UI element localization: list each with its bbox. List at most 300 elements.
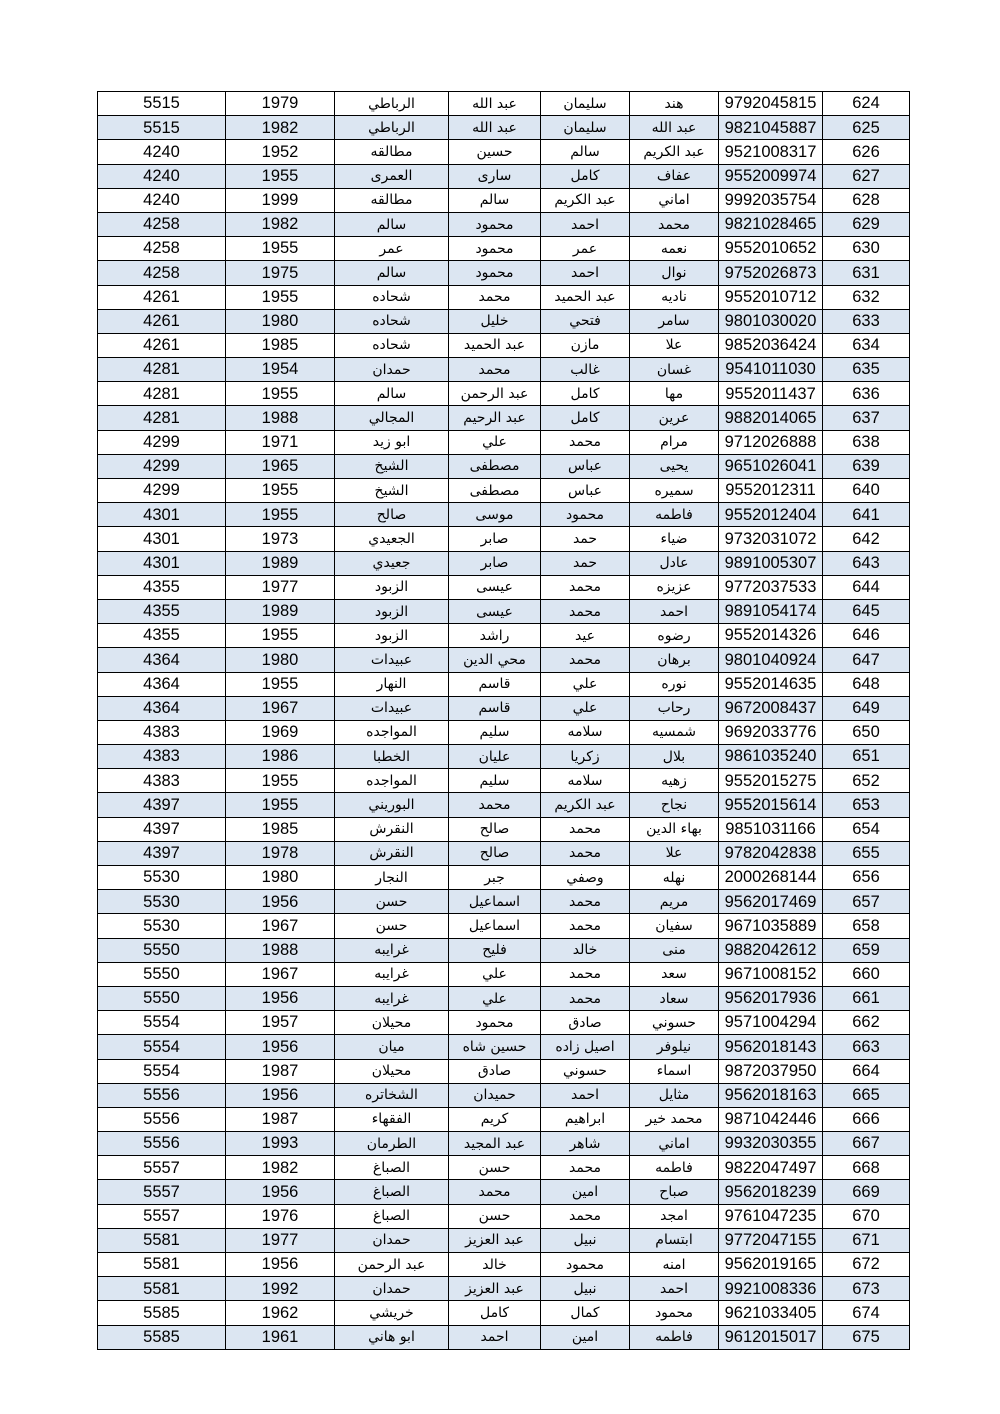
code-cell: 4383: [98, 769, 226, 793]
father-name-cell: سليمان: [541, 92, 630, 116]
serial-number-cell: 647: [823, 648, 910, 672]
serial-number-cell: 673: [823, 1277, 910, 1301]
first-name-cell: عزيزه: [630, 575, 719, 599]
grandfather-name-cell: خليل: [449, 309, 541, 333]
first-name-cell: محمد: [630, 212, 719, 236]
father-name-cell: محمد: [541, 914, 630, 938]
table-row: [98, 599, 910, 623]
code-cell: 5557: [98, 1156, 226, 1180]
birth-year-cell: 1956: [226, 1083, 335, 1107]
table-row: [98, 1132, 910, 1156]
first-name-cell: برهان: [630, 648, 719, 672]
national-id-cell: 9552012404: [719, 503, 823, 527]
code-cell: 4261: [98, 333, 226, 357]
family-name-cell: محيلان: [335, 1011, 449, 1035]
birth-year-cell: 1956: [226, 1035, 335, 1059]
family-name-cell: الزبود: [335, 599, 449, 623]
family-name-cell: ابو هاني: [335, 1325, 449, 1349]
national-id-cell: 9801040924: [719, 648, 823, 672]
first-name-cell: مريم: [630, 890, 719, 914]
code-cell: 4355: [98, 599, 226, 623]
father-name-cell: علي: [541, 696, 630, 720]
national-id-cell: 9782042838: [719, 841, 823, 865]
serial-number-cell: 664: [823, 1059, 910, 1083]
serial-number-cell: 630: [823, 237, 910, 261]
national-id-cell: 9552012311: [719, 479, 823, 503]
father-name-cell: محمد: [541, 430, 630, 454]
first-name-cell: نهله: [630, 866, 719, 890]
family-name-cell: سالم: [335, 382, 449, 406]
grandfather-name-cell: محمد: [449, 793, 541, 817]
grandfather-name-cell: صابر: [449, 527, 541, 551]
grandfather-name-cell: علي: [449, 430, 541, 454]
birth-year-cell: 1956: [226, 986, 335, 1010]
national-id-cell: 9872037950: [719, 1059, 823, 1083]
national-id-cell: 9562018239: [719, 1180, 823, 1204]
national-id-cell: 9992035754: [719, 188, 823, 212]
national-id-cell: 9521008317: [719, 140, 823, 164]
family-name-cell: المواجده: [335, 769, 449, 793]
first-name-cell: يحيى: [630, 454, 719, 478]
code-cell: 4383: [98, 720, 226, 744]
national-id-cell: 9552010712: [719, 285, 823, 309]
grandfather-name-cell: راشد: [449, 624, 541, 648]
birth-year-cell: 1956: [226, 1180, 335, 1204]
serial-number-cell: 633: [823, 309, 910, 333]
national-id-cell: 9562017936: [719, 986, 823, 1010]
code-cell: 5581: [98, 1253, 226, 1277]
family-name-cell: شحاده: [335, 309, 449, 333]
family-name-cell: سالم: [335, 212, 449, 236]
birth-year-cell: 1955: [226, 769, 335, 793]
birth-year-cell: 1985: [226, 333, 335, 357]
grandfather-name-cell: محمود: [449, 1011, 541, 1035]
serial-number-cell: 639: [823, 454, 910, 478]
grandfather-name-cell: سليم: [449, 769, 541, 793]
national-id-cell: 9792045815: [719, 92, 823, 116]
national-id-cell: 9871042446: [719, 1107, 823, 1131]
serial-number-cell: 658: [823, 914, 910, 938]
birth-year-cell: 1954: [226, 358, 335, 382]
code-cell: 4299: [98, 479, 226, 503]
national-id-cell: 9562018163: [719, 1083, 823, 1107]
table-row: [98, 1277, 910, 1301]
father-name-cell: محمد: [541, 817, 630, 841]
first-name-cell: غسان: [630, 358, 719, 382]
table-row: [98, 720, 910, 744]
national-id-cell: 9932030355: [719, 1132, 823, 1156]
serial-number-cell: 634: [823, 333, 910, 357]
family-name-cell: شحاده: [335, 333, 449, 357]
code-cell: 5557: [98, 1204, 226, 1228]
father-name-cell: شاهر: [541, 1132, 630, 1156]
table-row: [98, 672, 910, 696]
birth-year-cell: 1962: [226, 1301, 335, 1325]
father-name-cell: سالم: [541, 140, 630, 164]
family-name-cell: النقرش: [335, 817, 449, 841]
family-name-cell: غرايبه: [335, 986, 449, 1010]
national-id-cell: 9732031072: [719, 527, 823, 551]
table-row: [98, 1204, 910, 1228]
national-id-cell: 9672008437: [719, 696, 823, 720]
national-id-cell: 9552010652: [719, 237, 823, 261]
code-cell: 5530: [98, 866, 226, 890]
grandfather-name-cell: حسين: [449, 140, 541, 164]
serial-number-cell: 636: [823, 382, 910, 406]
serial-number-cell: 672: [823, 1253, 910, 1277]
birth-year-cell: 1965: [226, 454, 335, 478]
first-name-cell: شمسيه: [630, 720, 719, 744]
serial-number-cell: 668: [823, 1156, 910, 1180]
family-name-cell: الخطبا: [335, 745, 449, 769]
father-name-cell: كامل: [541, 164, 630, 188]
birth-year-cell: 1955: [226, 624, 335, 648]
serial-number-cell: 671: [823, 1228, 910, 1252]
serial-number-cell: 626: [823, 140, 910, 164]
code-cell: 4364: [98, 672, 226, 696]
family-name-cell: خريشي: [335, 1301, 449, 1325]
father-name-cell: عبد الحميد: [541, 285, 630, 309]
father-name-cell: حمد: [541, 551, 630, 575]
national-id-cell: 9621033405: [719, 1301, 823, 1325]
table-row: [98, 817, 910, 841]
serial-number-cell: 628: [823, 188, 910, 212]
father-name-cell: عباس: [541, 454, 630, 478]
father-name-cell: محمد: [541, 986, 630, 1010]
birth-year-cell: 1988: [226, 938, 335, 962]
first-name-cell: فاطمه: [630, 1156, 719, 1180]
father-name-cell: محمود: [541, 1253, 630, 1277]
first-name-cell: سميره: [630, 479, 719, 503]
grandfather-name-cell: عبد الله: [449, 92, 541, 116]
national-id-cell: 9852036424: [719, 333, 823, 357]
grandfather-name-cell: محمد: [449, 285, 541, 309]
father-name-cell: امين: [541, 1325, 630, 1349]
national-id-cell: 9651026041: [719, 454, 823, 478]
grandfather-name-cell: مصطفى: [449, 479, 541, 503]
grandfather-name-cell: قاسم: [449, 696, 541, 720]
table-row: [98, 696, 910, 720]
family-name-cell: عبيدات: [335, 696, 449, 720]
grandfather-name-cell: علي: [449, 962, 541, 986]
table-row: [98, 962, 910, 986]
table-row: [98, 1253, 910, 1277]
code-cell: 4258: [98, 212, 226, 236]
table-row: [98, 358, 910, 382]
first-name-cell: عرين: [630, 406, 719, 430]
birth-year-cell: 1993: [226, 1132, 335, 1156]
birth-year-cell: 1975: [226, 261, 335, 285]
birth-year-cell: 1955: [226, 237, 335, 261]
birth-year-cell: 1955: [226, 479, 335, 503]
serial-number-cell: 669: [823, 1180, 910, 1204]
father-name-cell: نبيل: [541, 1277, 630, 1301]
family-name-cell: النقرش: [335, 841, 449, 865]
serial-number-cell: 638: [823, 430, 910, 454]
grandfather-name-cell: خالد: [449, 1253, 541, 1277]
table-row: [98, 92, 910, 116]
grandfather-name-cell: كامل: [449, 1301, 541, 1325]
serial-number-cell: 654: [823, 817, 910, 841]
first-name-cell: بلال: [630, 745, 719, 769]
birth-year-cell: 1980: [226, 866, 335, 890]
national-id-cell: 9761047235: [719, 1204, 823, 1228]
serial-number-cell: 666: [823, 1107, 910, 1131]
father-name-cell: كامل: [541, 406, 630, 430]
serial-number-cell: 663: [823, 1035, 910, 1059]
birth-year-cell: 1971: [226, 430, 335, 454]
code-cell: 5550: [98, 938, 226, 962]
first-name-cell: اسماء: [630, 1059, 719, 1083]
grandfather-name-cell: موسى: [449, 503, 541, 527]
grandfather-name-cell: صالح: [449, 817, 541, 841]
table-row: [98, 164, 910, 188]
code-cell: 5515: [98, 116, 226, 140]
family-name-cell: محيلان: [335, 1059, 449, 1083]
family-name-cell: عمر: [335, 237, 449, 261]
grandfather-name-cell: سليم: [449, 720, 541, 744]
national-id-cell: 9612015017: [719, 1325, 823, 1349]
grandfather-name-cell: محي الدين: [449, 648, 541, 672]
birth-year-cell: 1956: [226, 890, 335, 914]
code-cell: 4240: [98, 164, 226, 188]
father-name-cell: مازن: [541, 333, 630, 357]
birth-year-cell: 1988: [226, 406, 335, 430]
birth-year-cell: 1961: [226, 1325, 335, 1349]
family-name-cell: الشيخ: [335, 479, 449, 503]
first-name-cell: رضوه: [630, 624, 719, 648]
family-name-cell: الصباغ: [335, 1156, 449, 1180]
serial-number-cell: 674: [823, 1301, 910, 1325]
first-name-cell: صباح: [630, 1180, 719, 1204]
father-name-cell: عباس: [541, 479, 630, 503]
serial-number-cell: 659: [823, 938, 910, 962]
birth-year-cell: 1978: [226, 841, 335, 865]
birth-year-cell: 1982: [226, 1156, 335, 1180]
first-name-cell: امجد: [630, 1204, 719, 1228]
serial-number-cell: 643: [823, 551, 910, 575]
code-cell: 5581: [98, 1277, 226, 1301]
table-row: [98, 890, 910, 914]
code-cell: 4281: [98, 358, 226, 382]
code-cell: 4299: [98, 430, 226, 454]
birth-year-cell: 1977: [226, 575, 335, 599]
serial-number-cell: 640: [823, 479, 910, 503]
code-cell: 4355: [98, 624, 226, 648]
code-cell: 4281: [98, 382, 226, 406]
serial-number-cell: 645: [823, 599, 910, 623]
table-row: [98, 140, 910, 164]
grandfather-name-cell: عبد الحميد: [449, 333, 541, 357]
father-name-cell: احمد: [541, 212, 630, 236]
grandfather-name-cell: عبد المجيد: [449, 1132, 541, 1156]
birth-year-cell: 1992: [226, 1277, 335, 1301]
first-name-cell: عادل: [630, 551, 719, 575]
serial-number-cell: 665: [823, 1083, 910, 1107]
father-name-cell: صادق: [541, 1011, 630, 1035]
code-cell: 5530: [98, 914, 226, 938]
table-row: [98, 309, 910, 333]
father-name-cell: خالد: [541, 938, 630, 962]
birth-year-cell: 1955: [226, 285, 335, 309]
code-cell: 4364: [98, 648, 226, 672]
code-cell: 5554: [98, 1059, 226, 1083]
family-name-cell: جعيدي: [335, 551, 449, 575]
table-row: [98, 551, 910, 575]
serial-number-cell: 657: [823, 890, 910, 914]
serial-number-cell: 637: [823, 406, 910, 430]
serial-number-cell: 625: [823, 116, 910, 140]
first-name-cell: نعمه: [630, 237, 719, 261]
grandfather-name-cell: عبد الرحيم: [449, 406, 541, 430]
grandfather-name-cell: حسين شاه: [449, 1035, 541, 1059]
birth-year-cell: 1979: [226, 92, 335, 116]
father-name-cell: كمال: [541, 1301, 630, 1325]
father-name-cell: محمد: [541, 575, 630, 599]
code-cell: 5550: [98, 986, 226, 1010]
grandfather-name-cell: محمود: [449, 261, 541, 285]
table-row: [98, 938, 910, 962]
father-name-cell: ابراهيم: [541, 1107, 630, 1131]
table-row: [98, 479, 910, 503]
code-cell: 5556: [98, 1083, 226, 1107]
birth-year-cell: 1985: [226, 817, 335, 841]
grandfather-name-cell: علي: [449, 986, 541, 1010]
first-name-cell: نيلوفر: [630, 1035, 719, 1059]
family-name-cell: الشخاتره: [335, 1083, 449, 1107]
table-row: [98, 1059, 910, 1083]
first-name-cell: عبد الكريم: [630, 140, 719, 164]
grandfather-name-cell: سارى: [449, 164, 541, 188]
national-id-cell: 9541011030: [719, 358, 823, 382]
grandfather-name-cell: عبد العزيز: [449, 1228, 541, 1252]
code-cell: 5556: [98, 1107, 226, 1131]
code-cell: 4240: [98, 140, 226, 164]
code-cell: 4301: [98, 503, 226, 527]
family-name-cell: الرباطي: [335, 116, 449, 140]
serial-number-cell: 644: [823, 575, 910, 599]
father-name-cell: سلامه: [541, 769, 630, 793]
code-cell: 4301: [98, 527, 226, 551]
family-name-cell: الزبود: [335, 575, 449, 599]
national-id-cell: 9552015275: [719, 769, 823, 793]
table-row: [98, 1180, 910, 1204]
national-id-cell: 9772037533: [719, 575, 823, 599]
grandfather-name-cell: جبر: [449, 866, 541, 890]
code-cell: 5581: [98, 1228, 226, 1252]
national-id-cell: 9552014635: [719, 672, 823, 696]
code-cell: 4261: [98, 285, 226, 309]
national-id-cell: 9552009974: [719, 164, 823, 188]
table-row: [98, 285, 910, 309]
father-name-cell: سلامه: [541, 720, 630, 744]
birth-year-cell: 1973: [226, 527, 335, 551]
family-name-cell: حسن: [335, 890, 449, 914]
father-name-cell: امين: [541, 1180, 630, 1204]
table-row: [98, 1107, 910, 1131]
national-id-cell: 9552011437: [719, 382, 823, 406]
grandfather-name-cell: اسماعيل: [449, 890, 541, 914]
code-cell: 4397: [98, 793, 226, 817]
serial-number-cell: 656: [823, 866, 910, 890]
table-row: [98, 261, 910, 285]
family-name-cell: الصباغ: [335, 1204, 449, 1228]
father-name-cell: عمر: [541, 237, 630, 261]
serial-number-cell: 649: [823, 696, 910, 720]
birth-year-cell: 1982: [226, 212, 335, 236]
father-name-cell: اصيل زاده: [541, 1035, 630, 1059]
father-name-cell: عيد: [541, 624, 630, 648]
first-name-cell: اماني: [630, 1132, 719, 1156]
first-name-cell: نجاح: [630, 793, 719, 817]
serial-number-cell: 652: [823, 769, 910, 793]
father-name-cell: حسوني: [541, 1059, 630, 1083]
birth-year-cell: 1999: [226, 188, 335, 212]
serial-number-cell: 624: [823, 92, 910, 116]
family-name-cell: صالح: [335, 503, 449, 527]
grandfather-name-cell: احمد: [449, 1325, 541, 1349]
first-name-cell: فاطمه: [630, 503, 719, 527]
family-name-cell: النهار: [335, 672, 449, 696]
first-name-cell: منى: [630, 938, 719, 962]
serial-number-cell: 642: [823, 527, 910, 551]
records-table: [97, 91, 910, 1350]
table-row: [98, 1011, 910, 1035]
code-cell: 5550: [98, 962, 226, 986]
first-name-cell: فاطمه: [630, 1325, 719, 1349]
serial-number-cell: 662: [823, 1011, 910, 1035]
national-id-cell: 9692033776: [719, 720, 823, 744]
father-name-cell: زكريا: [541, 745, 630, 769]
first-name-cell: سعاد: [630, 986, 719, 1010]
table-row: [98, 503, 910, 527]
birth-year-cell: 1980: [226, 309, 335, 333]
family-name-cell: مطالقه: [335, 140, 449, 164]
father-name-cell: احمد: [541, 261, 630, 285]
national-id-cell: 9552014326: [719, 624, 823, 648]
code-cell: 5554: [98, 1035, 226, 1059]
grandfather-name-cell: محمد: [449, 358, 541, 382]
family-name-cell: ابو زيد: [335, 430, 449, 454]
father-name-cell: علي: [541, 672, 630, 696]
national-id-cell: 9882042612: [719, 938, 823, 962]
family-name-cell: الصباغ: [335, 1180, 449, 1204]
first-name-cell: ضياء: [630, 527, 719, 551]
serial-number-cell: 675: [823, 1325, 910, 1349]
first-name-cell: ابتسام: [630, 1228, 719, 1252]
table-row: [98, 769, 910, 793]
national-id-cell: 9882014065: [719, 406, 823, 430]
family-name-cell: مطالقه: [335, 188, 449, 212]
grandfather-name-cell: محمود: [449, 237, 541, 261]
grandfather-name-cell: عليان: [449, 745, 541, 769]
table-row: [98, 188, 910, 212]
national-id-cell: 9861035240: [719, 745, 823, 769]
birth-year-cell: 1976: [226, 1204, 335, 1228]
table-row: [98, 1083, 910, 1107]
first-name-cell: امنه: [630, 1253, 719, 1277]
records-body: [98, 92, 910, 1350]
table-row: [98, 212, 910, 236]
grandfather-name-cell: قاسم: [449, 672, 541, 696]
family-name-cell: حسن: [335, 914, 449, 938]
first-name-cell: محمود: [630, 1301, 719, 1325]
table-row: [98, 527, 910, 551]
national-id-cell: 9891005307: [719, 551, 823, 575]
table-row: [98, 1325, 910, 1349]
code-cell: 5557: [98, 1180, 226, 1204]
grandfather-name-cell: اسماعيل: [449, 914, 541, 938]
